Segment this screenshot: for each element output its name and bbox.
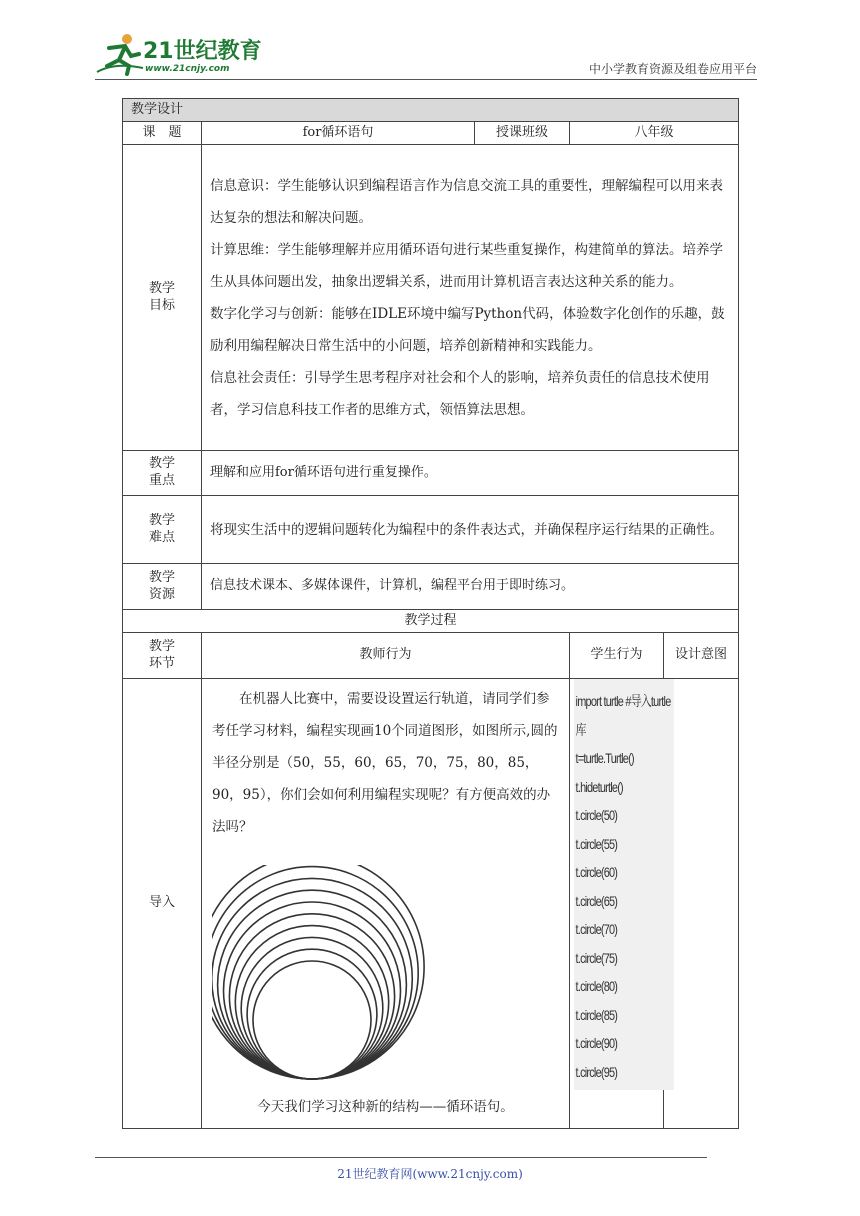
- code-line: t.circle(85): [575, 1006, 618, 1023]
- table-title: 教学设计: [123, 99, 739, 122]
- objectives-label: 教学 目标: [123, 145, 202, 451]
- code-line: t.circle(90): [575, 1035, 618, 1051]
- platform-name: 中小学教育资源及组卷应用平台: [588, 62, 757, 76]
- intro-teacher-cell: [202, 679, 570, 1129]
- footer-text: 21世纪教育网(www.21cnjy.com): [337, 1167, 523, 1181]
- code-line: t.circle(55): [575, 835, 618, 852]
- intro-stage: 导入: [123, 679, 202, 1129]
- code-line: t.circle(60): [575, 864, 618, 880]
- code-line: t.circle(80): [575, 978, 618, 994]
- topic-label: 课 题: [123, 122, 202, 145]
- objective-item: 数字化学习与创新：能够在IDLE环境中编写Python代码，体验数字化创作的乐趣，鼓励利用编程解决日常生活中的小问题，培养创新精神和实践能力。: [210, 305, 725, 354]
- col-intent-header: 设计意图: [664, 633, 739, 679]
- class-value: 八年级: [570, 122, 739, 145]
- concentric-circles-figure: [212, 865, 538, 1087]
- lesson-plan-table: [122, 98, 739, 1129]
- code-line: import turtle #导入turtle库: [575, 693, 671, 738]
- code-line: t.hideturtle(): [575, 778, 623, 795]
- class-label: 授课班级: [475, 122, 570, 145]
- circle-90: [212, 867, 418, 1079]
- resources-label: 教学 资源: [123, 564, 202, 610]
- objective-item: 信息意识：学生能够认识到编程语言作为信息交流工具的重要性，理解编程可以用来表达复杂的想法和解决问题。: [210, 177, 723, 226]
- objectives-content: [202, 145, 739, 451]
- circle-60: [241, 937, 383, 1079]
- logo: [95, 32, 265, 76]
- process-title: 教学过程: [123, 610, 739, 633]
- difficulty-label: 教学 难点: [123, 496, 202, 564]
- objective-item: 信息社会责任：引导学生思考程序对社会和个人的影响，培养负责任的信息技术使用者，学习信息科技工作者的思维方式，领悟算法思想。: [210, 369, 710, 418]
- code-line: t.circle(95): [575, 1063, 618, 1080]
- code-line: t.circle(65): [575, 892, 618, 909]
- code-line: t=turtle.Turtle(): [575, 750, 634, 766]
- circle-55: [247, 949, 377, 1079]
- key-value: 理解和应用for循环语句进行重复操作。: [202, 451, 739, 496]
- objective-item: 计算思维：学生能够理解并应用循环语句进行某些重复操作，构建简单的算法。培养学生从具体问题出发，抽象出逻辑关系，进而用计算机语言表达这种关系的能力。: [210, 241, 723, 290]
- logo-text: 21世纪教育: [143, 39, 262, 64]
- code-block: [574, 679, 674, 1090]
- code-line: t.circle(75): [575, 949, 618, 966]
- page-header: [95, 28, 757, 80]
- col-student-header: 学生行为: [570, 633, 664, 679]
- header-divider: [95, 79, 757, 80]
- resources-value: 信息技术课本、多媒体课件，计算机，编程平台用于即时练习。: [202, 564, 739, 610]
- intro-student-cell: [570, 679, 671, 1129]
- key-label: 教学 重点: [123, 451, 202, 496]
- footer-divider: [95, 1157, 707, 1158]
- col-stage-header: 教学 环节: [123, 633, 202, 679]
- intro-closing: 今天我们学习这种新的结构——循环语句。: [257, 1099, 514, 1115]
- circle-70: [229, 914, 394, 1079]
- code-line: t.circle(50): [575, 807, 618, 823]
- col-teacher-header: 教师行为: [202, 633, 570, 679]
- topic-value: for循环语句: [202, 122, 475, 145]
- logo-url: www.21cnjy.com: [145, 64, 230, 74]
- intro-text: 在机器人比赛中，需要设设置运行轨道，请同学们参考任学习材料，编程实现画10个同道图形，如图所示,圆的半径分别是（50，55，60，65，70，75，80，85，90，95），你们会如何利用编程实现呢？有方便高效的办法吗？: [212, 691, 558, 835]
- code-line: t.circle(70): [575, 921, 618, 937]
- circle-50: [253, 961, 371, 1079]
- runner-logo-icon: [95, 32, 145, 76]
- difficulty-value: 将现实生活中的逻辑问题转化为编程中的条件表达式，并确保程序运行结果的正确性。: [202, 496, 739, 564]
- circle-75: [224, 902, 401, 1079]
- intro-intent-cell: [664, 679, 739, 1129]
